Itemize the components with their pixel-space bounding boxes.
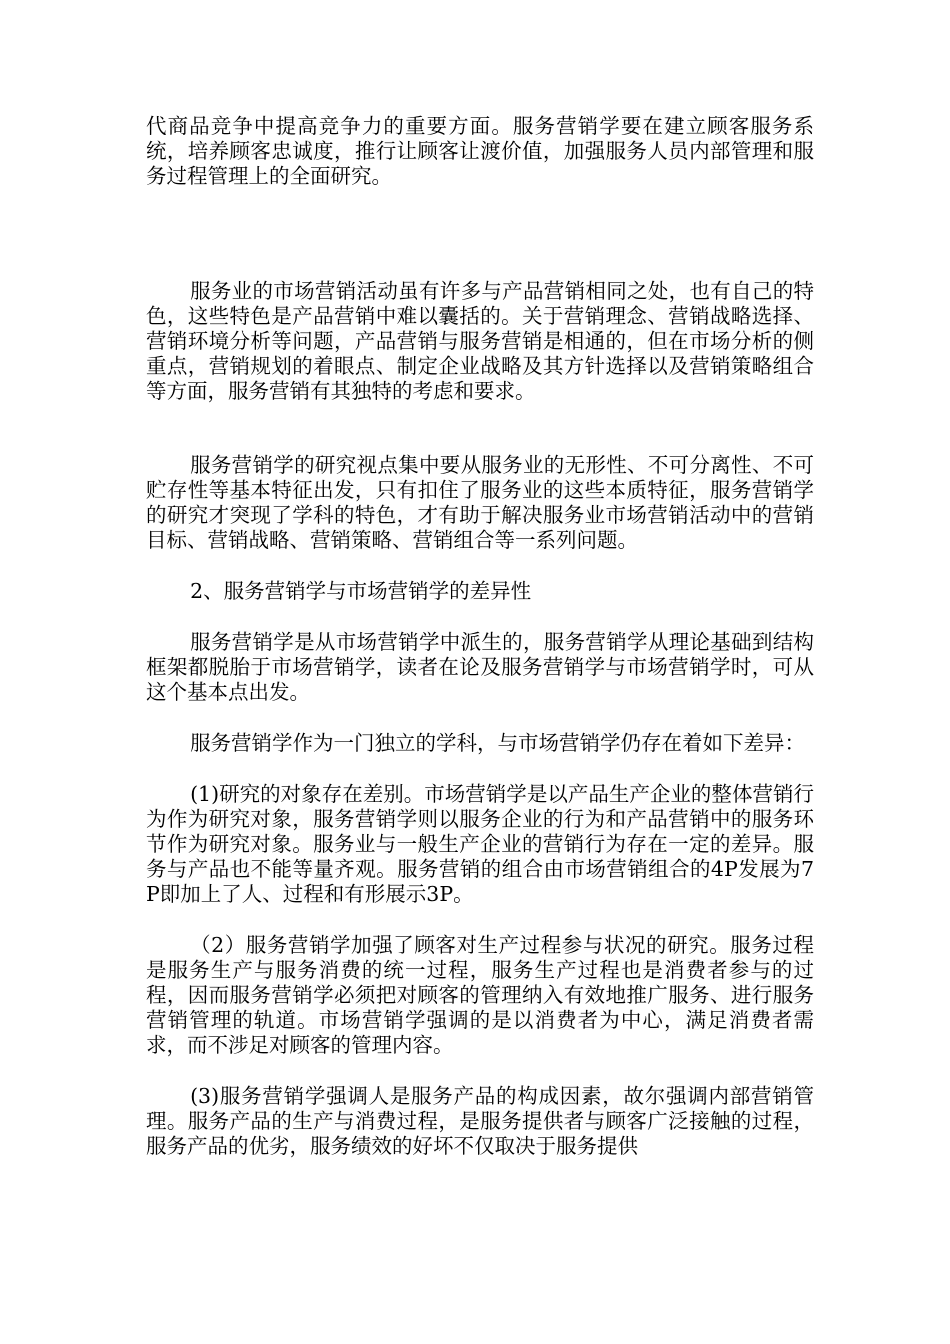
paragraph-3: 服务营销学的研究视点集中要从服务业的无形性、不可分离性、不可贮存性等基本特征出发，只有扣住了服务业的这些本质特征，服务营销学的研究才突现了学科的特色，才有助于解决服务业市场营销活动中的营销目标、营销战略、营销策略、营销组合等一系列问题。 [146, 453, 814, 552]
paragraph-4: 服务营销学是从市场营销学中派生的，服务营销学从理论基础到结构框架都脱胎于市场营销学，读者在论及服务营销学与市场营销学时，可从这个基本点出发。 [146, 630, 814, 704]
section-heading: 2、服务营销学与市场营销学的差异性 [190, 579, 532, 603]
paragraph-2: 服务业的市场营销活动虽有许多与产品营销相同之处，也有自己的特色，这些特色是产品营销中难以囊括的。关于营销理念、营销战略选择、营销环境分析等问题，产品营销与服务营销是相通的，但在市场分析的侧重点，营销规划的着眼点、制定企业战略及其方针选择以及营销策略组合等方面，服务营销有其独特的考虑和要求。 [146, 279, 814, 403]
paragraph-8: (3)服务营销学强调人是服务产品的构成因素，故尔强调内部营销管理。服务产品的生产与消费过程，是服务提供者与顾客广泛接触的过程，服务产品的优劣，服务绩效的好坏不仅取决于服务提供 [146, 1084, 814, 1158]
paragraph-6: (1)研究的对象存在差别。市场营销学是以产品生产企业的整体营销行为作为研究对象，服务营销学则以服务企业的行为和产品营销中的服务环节作为研究对象。服务业与一般生产企业的营销行为存在一定的差异。服务与产品也不能等量齐观。服务营销的组合由市场营销组合的4P发展为7P即加上了人、过程和有形展示3P。 [146, 782, 814, 906]
paragraph-5: 服务营销学作为一门独立的学科，与市场营销学仍存在着如下差异： [190, 731, 806, 755]
paragraph-1: 代商品竞争中提高竞争力的重要方面。服务营销学要在建立顾客服务系统，培养顾客忠诚度，推行让顾客让渡价值，加强服务人员内部管理和服务过程管理上的全面研究。 [146, 114, 814, 188]
paragraph-7: （2）服务营销学加强了顾客对生产过程参与状况的研究。服务过程是服务生产与服务消费的统一过程，服务生产过程也是消费者参与的过程，因而服务营销学必须把对顾客的管理纳入有效地推广服务、进行服务营销管理的轨道。市场营销学强调的是以消费者为中心，满足消费者需求，而不涉足对顾客的管理内容。 [146, 933, 814, 1057]
document-page [146, 114, 814, 1159]
